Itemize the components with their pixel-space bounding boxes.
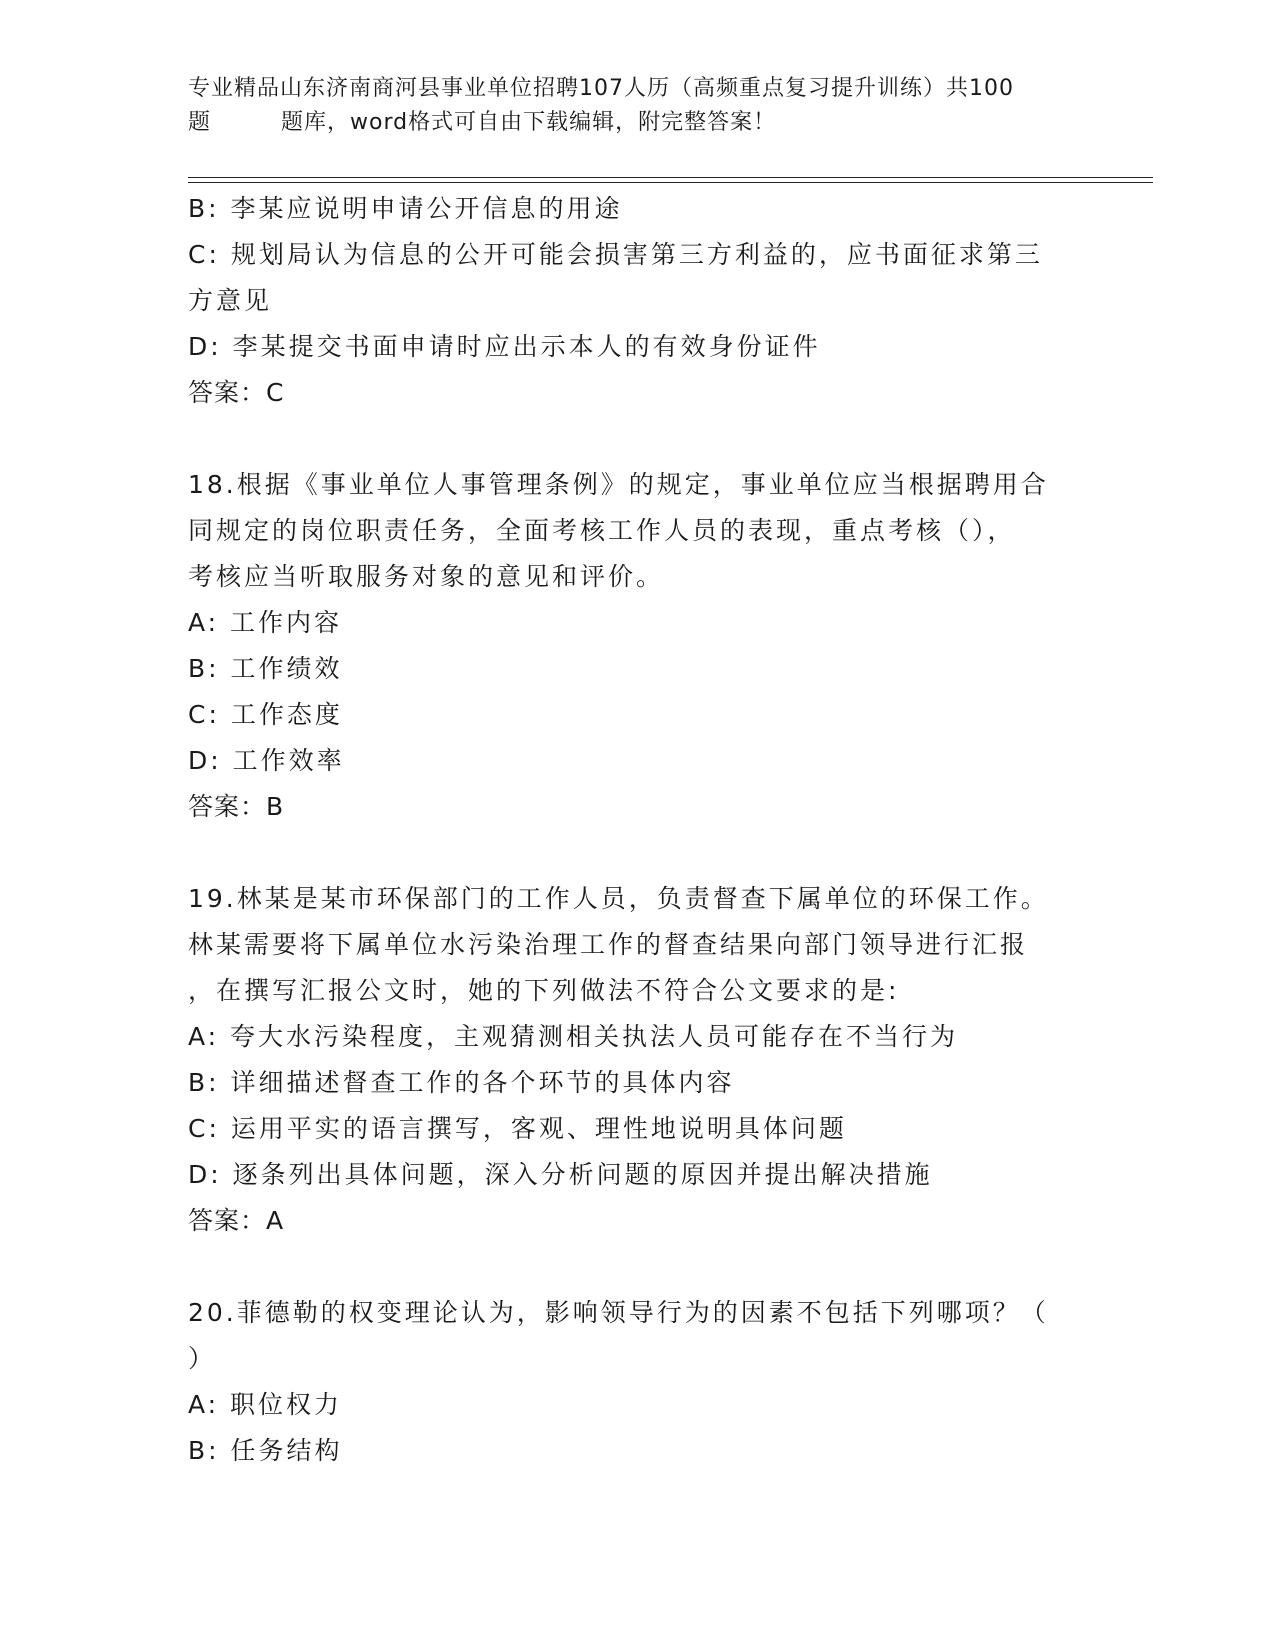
option-d: D: 李某提交书面申请时应出示本人的有效身份证件: [188, 332, 821, 361]
option-c-line-2: 方意见: [188, 286, 273, 315]
spacer: [188, 1244, 1088, 1290]
question-19: [188, 876, 1088, 1244]
header-title-line-2: [188, 106, 1088, 140]
answer-line: 答案：C: [188, 378, 285, 407]
header-title-line-1: 专业精品山东济南商河县事业单位招聘107人历（高频重点复习提升训练）共100: [188, 76, 1014, 101]
question-list: [188, 186, 1088, 1474]
spacer: [188, 416, 1088, 462]
header-divider-bottom: [188, 182, 1153, 183]
question-stem-line-3: 考核应当听取服务对象的意见和评价。: [188, 562, 665, 591]
option-b: B: 任务结构: [188, 1436, 343, 1465]
option-d: D: 工作效率: [188, 746, 345, 775]
answer-line: 答案：B: [188, 792, 285, 821]
spacer: [188, 830, 1088, 876]
option-b: B: 详细描述督查工作的各个环节的具体内容: [188, 1068, 735, 1097]
option-a: A: 夸大水污染程度，主观猜测相关执法人员可能存在不当行为: [188, 1022, 959, 1051]
header-line-2-head: 题: [188, 110, 212, 135]
answer-line: 答案：A: [188, 1206, 285, 1235]
question-stem-line-2: 同规定的岗位职责任务，全面考核工作人员的表现，重点考核（），: [188, 516, 1016, 545]
question-stem-line-1: 19.林某是某市环保部门的工作人员，负责督查下属单位的环保工作。: [188, 884, 1049, 913]
option-a: A: 工作内容: [188, 608, 343, 637]
question-stem-line-2: ）: [188, 1344, 217, 1373]
option-c: C: 工作态度: [188, 700, 343, 729]
header-divider-top: [188, 177, 1153, 178]
question-stem-line-2: 林某需要将下属单位水污染治理工作的督查结果向部门领导进行汇报: [188, 930, 1029, 959]
header-line-2-tail: 题库，word格式可自由下载编辑，附完整答案！: [281, 110, 777, 135]
option-a: A: 职位权力: [188, 1390, 343, 1419]
question-18: [188, 462, 1088, 830]
option-d: D: 逐条列出具体问题，深入分析问题的原因并提出解决措施: [188, 1160, 933, 1189]
question-stem-line-3: ，在撰写汇报公文时，她的下列做法不符合公文要求的是:: [188, 976, 900, 1005]
question-17-tail: [188, 186, 1088, 416]
document-header: [188, 72, 1088, 140]
question-stem-line-1: 20.菲德勒的权变理论认为，影响领导行为的因素不包括下列哪项？（: [188, 1298, 1049, 1327]
option-c-line-1: C: 规划局认为信息的公开可能会损害第三方利益的，应书面征求第三: [188, 240, 1043, 269]
option-b: B: 工作绩效: [188, 654, 343, 683]
question-stem-line-1: 18.根据《事业单位人事管理条例》的规定，事业单位应当根据聘用合: [188, 470, 1049, 499]
option-c: C: 运用平实的语言撰写，客观、理性地说明具体问题: [188, 1114, 847, 1143]
option-b: B: 李某应说明申请公开信息的用途: [188, 194, 623, 223]
question-20: [188, 1290, 1088, 1474]
